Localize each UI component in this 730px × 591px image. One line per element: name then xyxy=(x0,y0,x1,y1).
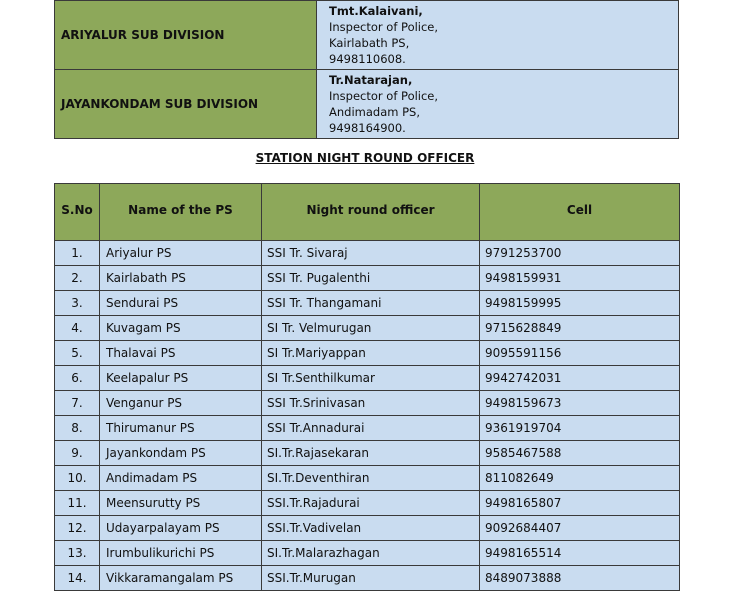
table-row xyxy=(55,366,680,391)
row-ps-name: Ariyalur PS xyxy=(100,241,262,266)
row-sno: 11. xyxy=(55,491,100,516)
row-officer: SSI.Tr.Vadivelan xyxy=(262,516,480,541)
row-sno: 13. xyxy=(55,541,100,566)
row-ps-name: Thirumanur PS xyxy=(100,416,262,441)
sub-division-row xyxy=(55,70,679,139)
sub-division-officer-info xyxy=(317,1,679,70)
header-sno: S.No xyxy=(55,184,100,241)
table-row xyxy=(55,416,680,441)
row-officer: SI.Tr.Deventhiran xyxy=(262,466,480,491)
row-sno: 12. xyxy=(55,516,100,541)
row-ps-name: Sendurai PS xyxy=(100,291,262,316)
header-cell: Cell xyxy=(480,184,680,241)
row-officer: SI.Tr.Malarazhagan xyxy=(262,541,480,566)
row-sno: 5. xyxy=(55,341,100,366)
row-cell: 8489073888 xyxy=(480,566,680,591)
row-cell: 9585467588 xyxy=(480,441,680,466)
row-sno: 14. xyxy=(55,566,100,591)
row-officer: SSI.Tr.Murugan xyxy=(262,566,480,591)
table-body xyxy=(55,241,680,591)
row-ps-name: Thalavai PS xyxy=(100,341,262,366)
row-sno: 7. xyxy=(55,391,100,416)
table-row xyxy=(55,341,680,366)
row-sno: 4. xyxy=(55,316,100,341)
row-cell: 9361919704 xyxy=(480,416,680,441)
table-row xyxy=(55,441,680,466)
table-row xyxy=(55,491,680,516)
officer-designation: Inspector of Police, xyxy=(329,20,439,34)
row-cell: 811082649 xyxy=(480,466,680,491)
row-ps-name: Kairlabath PS xyxy=(100,266,262,291)
table-row xyxy=(55,516,680,541)
row-officer: SSI Tr. Pugalenthi xyxy=(262,266,480,291)
night-round-table xyxy=(54,183,680,591)
section-title-text: STATION NIGHT ROUND OFFICER xyxy=(255,151,475,165)
row-cell: 9791253700 xyxy=(480,241,680,266)
row-ps-name: Venganur PS xyxy=(100,391,262,416)
row-sno: 2. xyxy=(55,266,100,291)
table-row xyxy=(55,541,680,566)
table-row xyxy=(55,316,680,341)
sub-division-row xyxy=(55,1,679,70)
table-row xyxy=(55,466,680,491)
row-ps-name: Keelapalur PS xyxy=(100,366,262,391)
row-officer: SSI Tr.Annadurai xyxy=(262,416,480,441)
row-ps-name: Vikkaramangalam PS xyxy=(100,566,262,591)
sub-division-table xyxy=(54,0,679,139)
sub-division-name: ARIYALUR SUB DIVISION xyxy=(55,1,317,70)
row-officer: SI Tr. Velmurugan xyxy=(262,316,480,341)
row-cell: 9092684407 xyxy=(480,516,680,541)
section-title xyxy=(0,151,730,165)
row-officer: SI Tr.Mariyappan xyxy=(262,341,480,366)
header-officer: Night round officer xyxy=(262,184,480,241)
row-sno: 9. xyxy=(55,441,100,466)
row-cell: 9498159995 xyxy=(480,291,680,316)
row-officer: SSI Tr. Sivaraj xyxy=(262,241,480,266)
row-cell: 9498165514 xyxy=(480,541,680,566)
row-sno: 6. xyxy=(55,366,100,391)
row-officer: SI.Tr.Rajasekaran xyxy=(262,441,480,466)
officer-phone: 9498164900. xyxy=(329,121,406,135)
row-sno: 1. xyxy=(55,241,100,266)
officer-station: Kairlabath PS, xyxy=(329,36,410,50)
row-cell: 9715628849 xyxy=(480,316,680,341)
row-ps-name: Andimadam PS xyxy=(100,466,262,491)
table-row xyxy=(55,566,680,591)
table-header-row xyxy=(55,184,680,241)
table-row xyxy=(55,241,680,266)
row-officer: SSI Tr.Srinivasan xyxy=(262,391,480,416)
table-row xyxy=(55,266,680,291)
sub-division-officer-info xyxy=(317,70,679,139)
officer-station: Andimadam PS, xyxy=(329,105,420,119)
table-row xyxy=(55,391,680,416)
row-ps-name: Kuvagam PS xyxy=(100,316,262,341)
table-row xyxy=(55,291,680,316)
header-ps-name: Name of the PS xyxy=(100,184,262,241)
officer-name: Tr.Natarajan, xyxy=(329,73,413,87)
row-ps-name: Udayarpalayam PS xyxy=(100,516,262,541)
row-ps-name: Meensurutty PS xyxy=(100,491,262,516)
row-officer: SSI Tr. Thangamani xyxy=(262,291,480,316)
row-sno: 10. xyxy=(55,466,100,491)
row-officer: SSI.Tr.Rajadurai xyxy=(262,491,480,516)
row-cell: 9095591156 xyxy=(480,341,680,366)
row-cell: 9498159673 xyxy=(480,391,680,416)
officer-name: Tmt.Kalaivani, xyxy=(329,4,423,18)
sub-division-name: JAYANKONDAM SUB DIVISION xyxy=(55,70,317,139)
row-cell: 9942742031 xyxy=(480,366,680,391)
row-sno: 8. xyxy=(55,416,100,441)
row-ps-name: Irumbulikurichi PS xyxy=(100,541,262,566)
row-sno: 3. xyxy=(55,291,100,316)
row-officer: SI Tr.Senthilkumar xyxy=(262,366,480,391)
officer-designation: Inspector of Police, xyxy=(329,89,439,103)
row-cell: 9498159931 xyxy=(480,266,680,291)
officer-phone: 9498110608. xyxy=(329,52,406,66)
row-cell: 9498165807 xyxy=(480,491,680,516)
row-ps-name: Jayankondam PS xyxy=(100,441,262,466)
